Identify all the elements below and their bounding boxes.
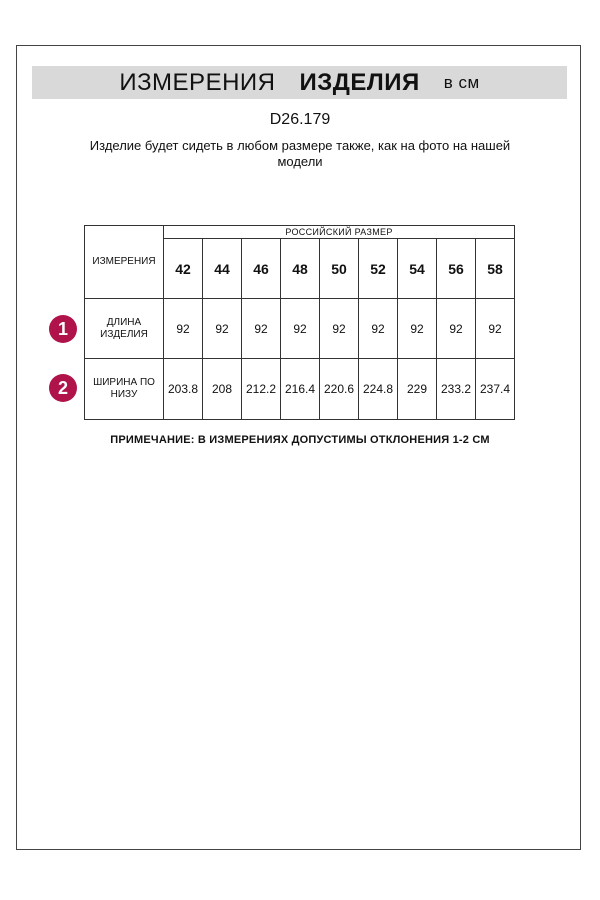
value-cell: 92: [203, 299, 242, 359]
value-cell: 203.8: [164, 359, 203, 420]
value-cell: 237.4: [476, 359, 515, 420]
row-label-width: ШИРИНА ПО НИЗУ: [85, 359, 164, 420]
table-row: [85, 359, 515, 420]
value-cell: 92: [437, 299, 476, 359]
product-code: D26.179: [269, 111, 331, 128]
row-label-length: ДЛИНА ИЗДЕЛИЯ: [85, 299, 164, 359]
title-measurements: ИЗМЕРЕНИЯ: [119, 68, 276, 96]
size-header: РОССИЙСКИЙ РАЗМЕР: [164, 226, 515, 239]
size-cell: 56: [437, 239, 476, 299]
value-cell: 92: [398, 299, 437, 359]
tolerance-note: ПРИМЕЧАНИЕ: В ИЗМЕРЕНИЯХ ДОПУСТИМЫ ОТКЛОНЕНИЯ 1-2 СМ: [110, 434, 490, 446]
value-cell: 220.6: [320, 359, 359, 420]
value-cell: 216.4: [281, 359, 320, 420]
size-cell: 44: [203, 239, 242, 299]
size-cell: 54: [398, 239, 437, 299]
value-cell: 92: [281, 299, 320, 359]
title-product: ИЗДЕЛИЯ: [299, 68, 420, 96]
size-cell: 52: [359, 239, 398, 299]
row-number-badge-2: 2: [49, 374, 77, 402]
size-cell: 58: [476, 239, 515, 299]
size-cell: 46: [242, 239, 281, 299]
value-cell: 229: [398, 359, 437, 420]
value-cell: 92: [242, 299, 281, 359]
table-row: [85, 299, 515, 359]
size-cell: 42: [164, 239, 203, 299]
row-number-badge-1: 1: [49, 315, 77, 343]
size-cell: 48: [281, 239, 320, 299]
page-title: [32, 66, 567, 99]
value-cell: 92: [164, 299, 203, 359]
value-cell: 92: [359, 299, 398, 359]
value-cell: 208: [203, 359, 242, 420]
title-unit: в см: [443, 72, 480, 92]
value-cell: 233.2: [437, 359, 476, 420]
size-table: [84, 225, 515, 420]
value-cell: 224.8: [359, 359, 398, 420]
value-cell: 212.2: [242, 359, 281, 420]
size-cell: 50: [320, 239, 359, 299]
fit-description: Изделие будет сидеть в любом размере также, как на фото на нашей модели: [89, 138, 511, 169]
measure-header: ИЗМЕРЕНИЯ: [85, 226, 164, 299]
value-cell: 92: [476, 299, 515, 359]
value-cell: 92: [320, 299, 359, 359]
